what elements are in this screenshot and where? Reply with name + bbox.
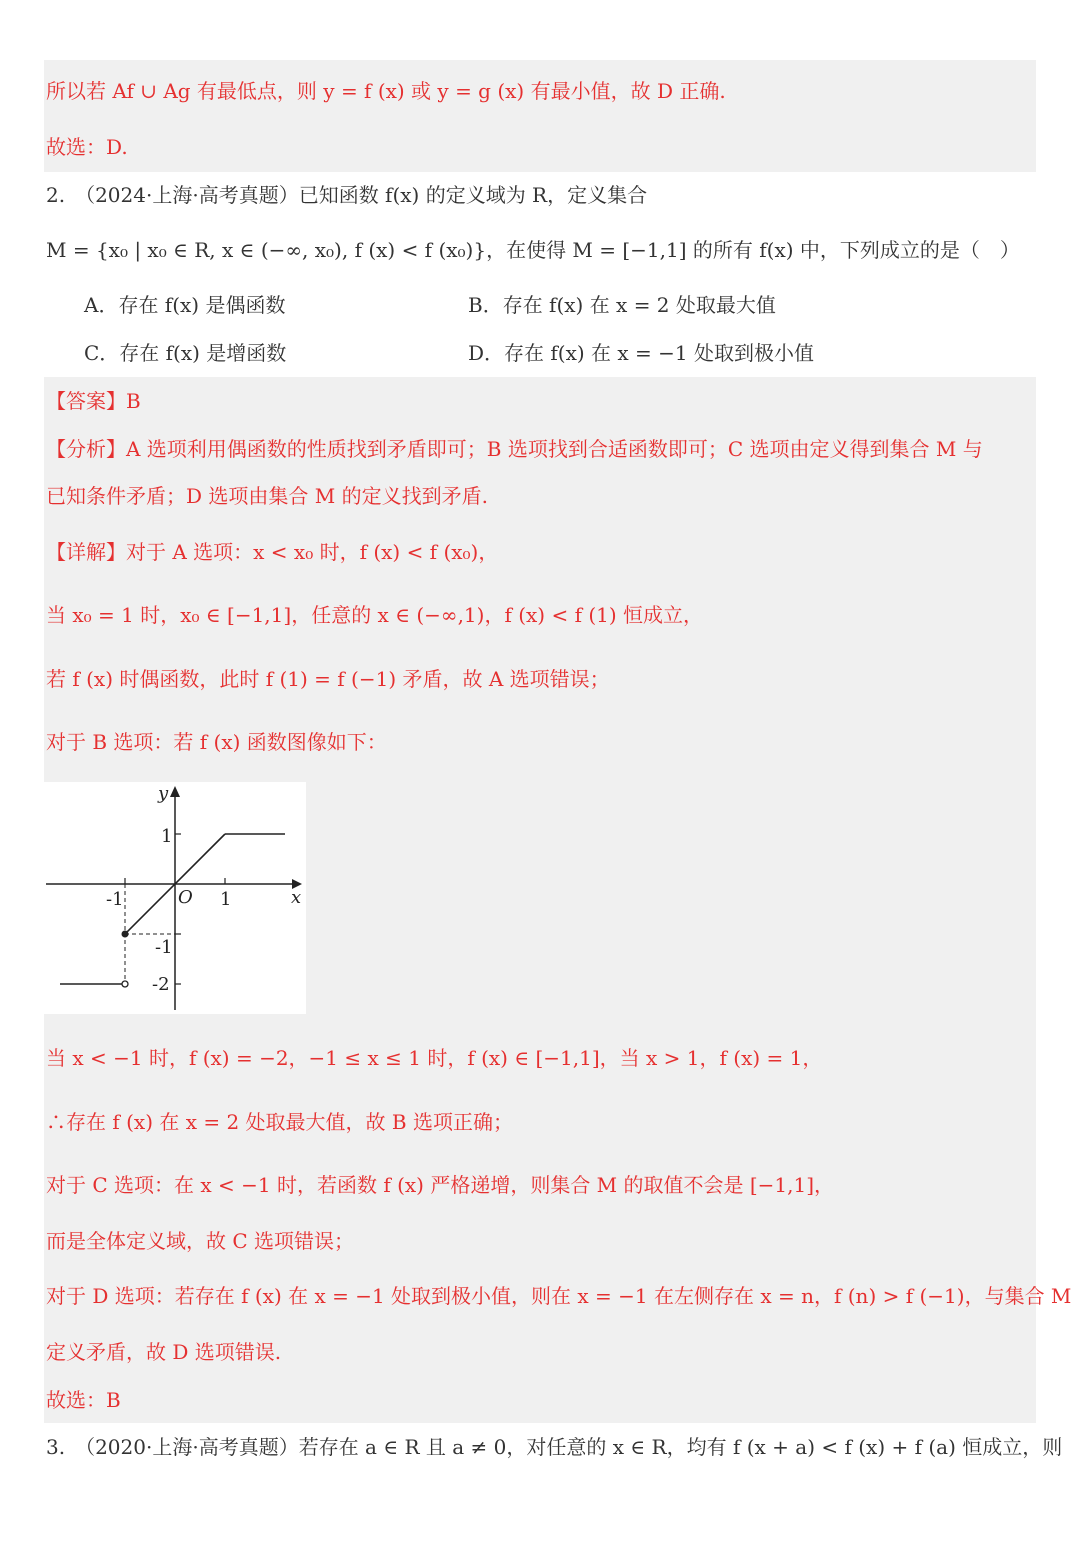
- tick-label-y-neg1: -1: [155, 937, 173, 958]
- detail-line-8: 而是全体定义域，故 C 选项错误；: [46, 1229, 355, 1253]
- q2-set-definition: M = {x₀ | x₀ ∈ R, x ∈ (−∞, x₀), f (x) < f (x₀)}，在使得 M = [−1,1] 的所有 f(x) 中，下列成立的是（ ）: [46, 238, 1020, 262]
- x-axis-label: x: [291, 887, 302, 908]
- open-point: [122, 981, 128, 987]
- detail-line-10: 定义矛盾，故 D 选项错误.: [46, 1340, 282, 1364]
- detail-line-1: 【详解】对于 A 选项：x < x₀ 时，f (x) < f (x₀)，: [46, 540, 499, 564]
- detail-line-4: 对于 B 选项：若 f (x) 函数图像如下：: [46, 730, 387, 754]
- y-axis-arrow: [170, 786, 180, 797]
- answer-line: 【答案】B: [46, 389, 141, 413]
- prev-answer-choice: 故选：D.: [46, 135, 128, 159]
- detail-line-3: 若 f (x) 时偶函数，此时 f (1) = f (−1) 矛盾，故 A 选项错误；: [46, 667, 610, 691]
- q2-option-d: D．存在 f(x) 在 x = −1 处取到极小值: [468, 341, 814, 365]
- q2-option-c: C．存在 f(x) 是增函数: [84, 341, 287, 365]
- function-graph-svg: [44, 782, 306, 1014]
- y-axis-label: y: [158, 783, 169, 804]
- tick-label-x-1: 1: [220, 889, 232, 910]
- detail-line-2: 当 x₀ = 1 时，x₀ ∈ [−1,1]，任意的 x ∈ (−∞,1)，f (x) < f (1) 恒成立，: [46, 603, 704, 627]
- analysis-line-2: 已知条件矛盾；D 选项由集合 M 的定义找到矛盾.: [46, 484, 488, 508]
- analysis-line-1: 【分析】A 选项利用偶函数的性质找到矛盾即可；B 选项找到合适函数即可；C 选项由定义得到集合 M 与: [46, 437, 983, 461]
- origin-label: O: [178, 887, 193, 908]
- q2-header: 2. （2024·上海·高考真题）已知函数 f(x) 的定义域为 R，定义集合: [46, 183, 648, 207]
- tick-label-x-neg1: -1: [106, 889, 124, 910]
- detail-line-6: ∴存在 f (x) 在 x = 2 处取最大值，故 B 选项正确；: [46, 1110, 513, 1134]
- detail-line-5: 当 x < −1 时，f (x) = −2，−1 ≤ x ≤ 1 时，f (x) ∈ [−1,1]，当 x > 1，f (x) = 1，: [46, 1046, 823, 1070]
- q2-option-b: B．存在 f(x) 在 x = 2 处取最大值: [468, 293, 776, 317]
- prev-solution-line: 所以若 Af ∪ Ag 有最低点，则 y = f (x) 或 y = g (x) 有最小值，故 D 正确.: [46, 79, 726, 103]
- closed-point: [122, 931, 129, 938]
- q2-option-a: A．存在 f(x) 是偶函数: [84, 293, 286, 317]
- function-graph: [44, 782, 306, 1014]
- detail-line-9: 对于 D 选项：若存在 f (x) 在 x = −1 处取到极小值，则在 x = −1 在左侧存在 x = n，f (n) > f (−1)，与集合 M: [46, 1284, 1072, 1308]
- final-answer: 故选：B: [46, 1388, 121, 1412]
- detail-line-7: 对于 C 选项：在 x < −1 时，若函数 f (x) 严格递增，则集合 M 的取值不会是 [−1,1]，: [46, 1173, 835, 1197]
- q3-line: 3. （2020·上海·高考真题）若存在 a ∈ R 且 a ≠ 0，对任意的 x ∈ R，均有 f (x + a) < f (x) + f (a) 恒成立，则: [46, 1435, 1063, 1459]
- tick-label-y-neg2: -2: [152, 974, 170, 995]
- tick-label-y-1: 1: [161, 826, 173, 847]
